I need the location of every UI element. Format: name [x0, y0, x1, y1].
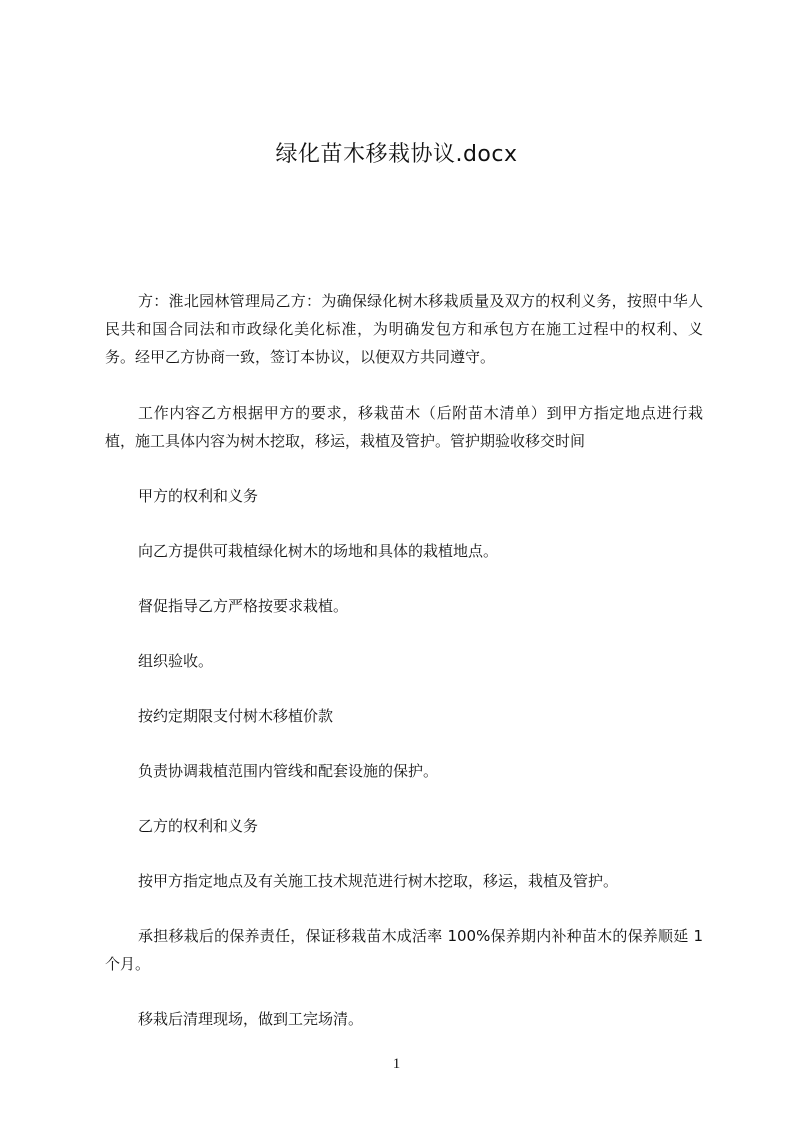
paragraph-parties: 方：淮北园林管理局乙方：为确保绿化树木移栽质量及双方的权利义务，按照中华人民共和国合同法和市政绿化美化标准，为明确发包方和承包方在施工过程中的权利、义务。经甲乙方协商一致，签订本协议，以便双方共同遵守。 [105, 292, 703, 366]
paragraph-organize-acceptance: 组织验收。 [138, 652, 214, 670]
paragraph-pipeline-protection: 负责协调栽植范围内管线和配套设施的保护。 [138, 762, 439, 780]
paragraph-work-content: 工作内容乙方根据甲方的要求，移栽苗木（后附苗木清单）到甲方指定地点进行栽植，施工具体内容为树木挖取，移运，栽植及管护。管护期验收移交时间 [105, 404, 703, 450]
paragraph-maintenance-responsibility: 承担移栽后的保养责任，保证移栽苗木成活率 100%保养期内补种苗木的保养顺延 1 个月。 [105, 927, 703, 973]
heading-party-a-rights: 甲方的权利和义务 [138, 487, 259, 505]
document-title: 绿化苗木移栽协议.docx [275, 142, 518, 167]
paragraph-site-cleanup: 移栽后清理现场，做到工完场清。 [138, 1010, 364, 1028]
paragraph-provide-site: 向乙方提供可栽植绿化树木的场地和具体的栽植地点。 [138, 542, 499, 560]
heading-party-b-rights: 乙方的权利和义务 [138, 817, 259, 835]
paragraph-payment: 按约定期限支付树木移植价款 [138, 707, 334, 725]
paragraph-planting-standards: 按甲方指定地点及有关施工技术规范进行树木挖取，移运，栽植及管护。 [138, 872, 619, 890]
paragraph-supervise-planting: 督促指导乙方严格按要求栽植。 [138, 597, 349, 615]
document-body [105, 287, 703, 1060]
page-number: 1 [392, 1056, 401, 1072]
